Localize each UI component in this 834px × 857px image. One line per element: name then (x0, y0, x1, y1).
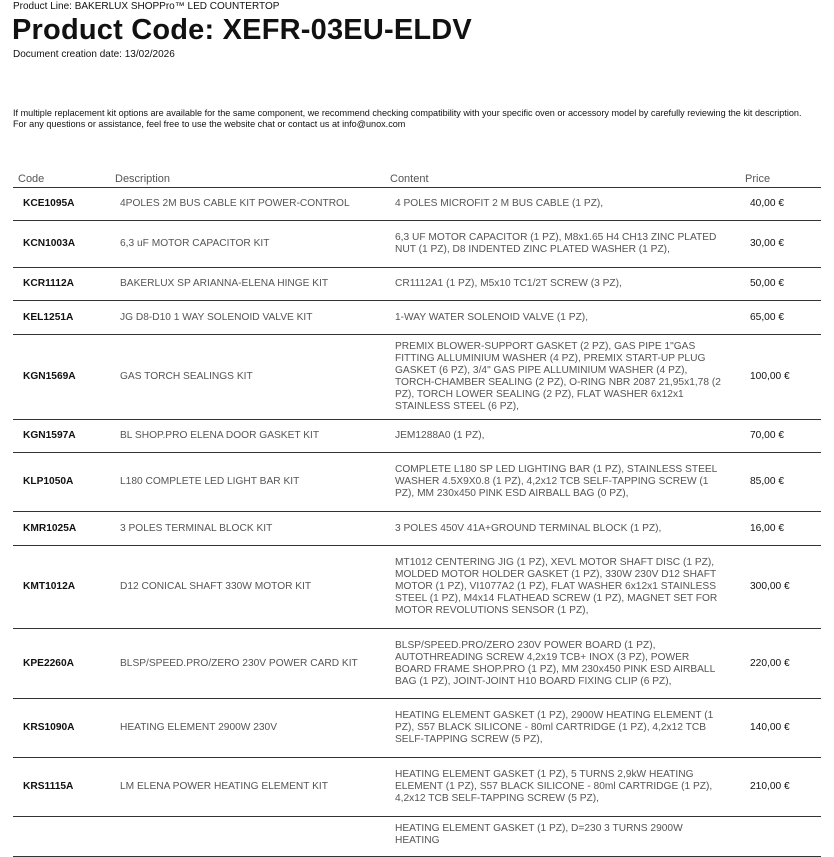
table-row (13, 268, 821, 301)
cell-description: 3 POLES TERMINAL BLOCK KIT (110, 512, 385, 546)
cell-content: 6,3 UF MOTOR CAPACITOR (1 PZ), M8x1.65 H4 CH13 ZINC PLATED NUT (1 PZ), D8 INDENTED ZINC PLATED WASHER (1 PZ), (385, 221, 740, 268)
cell-price: 30,00 € (740, 221, 821, 268)
table-row (13, 188, 821, 221)
cell-content: JEM1288A0 (1 PZ), (385, 420, 740, 453)
table-row (13, 420, 821, 453)
cell-description: BLSP/SPEED.PRO/ZERO 230V POWER CARD KIT (110, 629, 385, 699)
cell-code: KCN1003A (13, 221, 110, 268)
notice-line: For any questions or assistance, feel free to use the website chat or contact us at info@unox.com (13, 119, 406, 129)
cell-price: 210,00 € (740, 758, 821, 817)
cell-description: BAKERLUX SP ARIANNA-ELENA HINGE KIT (110, 268, 385, 301)
cell-content: CR1112A1 (1 PZ), M5x10 TC1/2T SCREW (3 PZ), (385, 268, 740, 301)
cell-description: GAS TORCH SEALINGS KIT (110, 335, 385, 420)
table-row (13, 335, 821, 420)
table-row (13, 629, 821, 699)
cell-price: 220,00 € (740, 629, 821, 699)
cell-price: 50,00 € (740, 268, 821, 301)
cell-price: 40,00 € (740, 188, 821, 221)
cell-code: KPE2260A (13, 629, 110, 699)
cell-description: 6,3 uF MOTOR CAPACITOR KIT (110, 221, 385, 268)
cell-content: 3 POLES 450V 41A+GROUND TERMINAL BLOCK (1 PZ), (385, 512, 740, 546)
cell-price: 70,00 € (740, 420, 821, 453)
cell-price: 16,00 € (740, 512, 821, 546)
column-header-price: Price (740, 161, 821, 188)
cell-description (110, 817, 385, 857)
cell-price: 65,00 € (740, 301, 821, 335)
cell-code: KCR1112A (13, 268, 110, 301)
cell-price: 300,00 € (740, 546, 821, 629)
table-header-row (13, 161, 821, 188)
cell-content: PREMIX BLOWER-SUPPORT GASKET (2 PZ), GAS PIPE 1"GAS FITTING ALLUMINIUM WASHER (4 PZ), PREMIX START-UP PLUG GASKET (6 PZ), 3/4" GAS PIPE ALLUMINIUM WASHER (4 PZ), TORCH-CHAMBER SEALING (2 PZ), O-RING NBR 2087 21,95x1,78 (2 PZ), TORCH LOWER SEALING (2 PZ), FLAT WASHER 6x12x1 STAINLESS STEEL (6 PZ), (385, 335, 740, 420)
table-row (13, 758, 821, 817)
cell-content: 1-WAY WATER SOLENOID VALVE (1 PZ), (385, 301, 740, 335)
creation-date: Document creation date: 13/02/2026 (13, 49, 175, 60)
cell-description: HEATING ELEMENT 2900W 230V (110, 699, 385, 758)
page-title: Product Code: XEFR-03EU-ELDV (12, 14, 472, 46)
table-row (13, 512, 821, 546)
table-row (13, 301, 821, 335)
cell-price: 140,00 € (740, 699, 821, 758)
cell-content: COMPLETE L180 SP LED LIGHTING BAR (1 PZ), STAINLESS STEEL WASHER 4.5X9X0.8 (1 PZ), 4,2x12 TCB SELF-TAPPING SCREW (1 PZ), MM 230x450 PINK ESD AIRBALL BAG (0 PZ), (385, 453, 740, 512)
cell-price (740, 817, 821, 857)
cell-content: HEATING ELEMENT GASKET (1 PZ), D=230 3 TURNS 2900W HEATING (385, 817, 740, 857)
cell-code: KLP1050A (13, 453, 110, 512)
cell-content: BLSP/SPEED.PRO/ZERO 230V POWER BOARD (1 PZ), AUTOTHREADING SCREW 4,2x19 TCB+ INOX (3 PZ), POWER BOARD FRAME SHOP.PRO (1 PZ), MM 230x450 PINK ESD AIRBALL BAG (1 PZ), JOINT-JOINT H10 BOARD FIXING CLIP (6 PZ), (385, 629, 740, 699)
cell-content: 4 POLES MICROFIT 2 M BUS CABLE (1 PZ), (385, 188, 740, 221)
cell-content: MT1012 CENTERING JIG (1 PZ), XEVL MOTOR SHAFT DISC (1 PZ), MOLDED MOTOR HOLDER GASKET (1 PZ), 330W 230V D12 SHAFT MOTOR (1 PZ), VI1077A2 (1 PZ), FLAT WASHER 6x12x1 STAINLESS STEEL (1 PZ), M4x14 FLATHEAD SCREW (1 PZ), MAGNET SET FOR MOTOR REVOLUTIONS SENSOR (1 PZ), (385, 546, 740, 629)
cell-code: KRS1090A (13, 699, 110, 758)
spare-parts-table (13, 161, 821, 857)
column-header-code: Code (13, 161, 110, 188)
table-row (13, 817, 821, 857)
cell-description: JG D8-D10 1 WAY SOLENOID VALVE KIT (110, 301, 385, 335)
column-header-description: Description (110, 161, 385, 188)
compatibility-notice (13, 108, 828, 130)
cell-code (13, 817, 110, 857)
notice-line: If multiple replacement kit options are available for the same component, we recommend checking compatibility with your specific oven or accessory model by carefully reviewing the kit description. (13, 108, 802, 118)
cell-code: KCE1095A (13, 188, 110, 221)
column-header-content: Content (385, 161, 740, 188)
cell-code: KMT1012A (13, 546, 110, 629)
cell-content: HEATING ELEMENT GASKET (1 PZ), 5 TURNS 2,9kW HEATING ELEMENT (1 PZ), S57 BLACK SILICONE - 80ml CARTRIDGE (1 PZ), 4,2x12 TCB SELF-TAPPING SCREW (5 PZ), (385, 758, 740, 817)
cell-description: 4POLES 2M BUS CABLE KIT POWER-CONTROL (110, 188, 385, 221)
table-row (13, 699, 821, 758)
cell-code: KGN1569A (13, 335, 110, 420)
cell-price: 100,00 € (740, 335, 821, 420)
cell-description: D12 CONICAL SHAFT 330W MOTOR KIT (110, 546, 385, 629)
product-line: Product Line: BAKERLUX SHOPPro™ LED COUNTERTOP (13, 1, 280, 12)
cell-content: HEATING ELEMENT GASKET (1 PZ), 2900W HEATING ELEMENT (1 PZ), S57 BLACK SILICONE - 80ml CARTRIDGE (1 PZ), 4,2x12 TCB SELF-TAPPING SCREW (5 PZ), (385, 699, 740, 758)
cell-code: KGN1597A (13, 420, 110, 453)
table-row (13, 221, 821, 268)
cell-price: 85,00 € (740, 453, 821, 512)
cell-description: BL SHOP.PRO ELENA DOOR GASKET KIT (110, 420, 385, 453)
cell-code: KEL1251A (13, 301, 110, 335)
table-row (13, 546, 821, 629)
cell-description: LM ELENA POWER HEATING ELEMENT KIT (110, 758, 385, 817)
cell-code: KMR1025A (13, 512, 110, 546)
cell-description: L180 COMPLETE LED LIGHT BAR KIT (110, 453, 385, 512)
cell-code: KRS1115A (13, 758, 110, 817)
table-row (13, 453, 821, 512)
